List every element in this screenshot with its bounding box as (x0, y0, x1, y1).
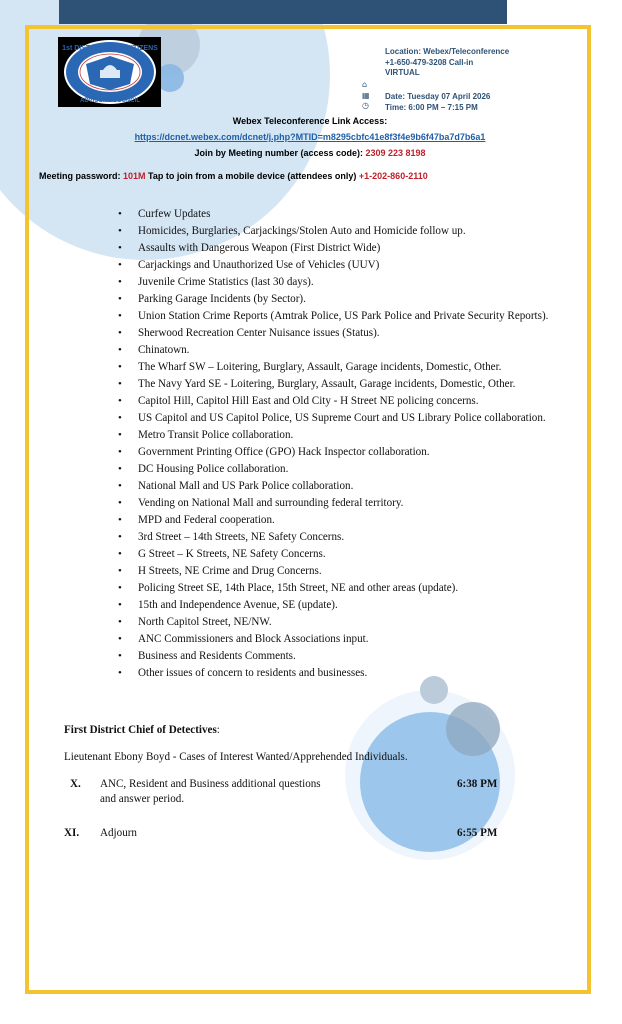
agenda-item: • Curfew Updates (118, 206, 558, 223)
agenda-item: • 15th and Independence Avenue, SE (update). (118, 597, 558, 614)
agenda-item: • Capitol Hill, Capitol Hill East and Old City - H Street NE policing concerns. (118, 393, 558, 410)
agenda-item: • MPD and Federal cooperation. (118, 512, 558, 529)
agenda-item: • Policing Street SE, 14th Place, 15th Street, NE and other areas (update). (118, 580, 558, 597)
meeting-datetime-block (385, 92, 490, 113)
agenda-item: • Parking Garage Incidents (by Sector). (118, 291, 558, 308)
access-code-line (29, 145, 591, 161)
home-icon: ⌂ (362, 80, 368, 89)
agenda-item: • The Navy Yard SE - Loitering, Burglary, Assault, Garage incidents, Domestic, Other. (118, 376, 558, 393)
agenda-item: • G Street – K Streets, NE Safety Concerns. (118, 546, 558, 563)
meeting-time: Time: 6:00 PM – 7:15 PM (385, 102, 478, 112)
calendar-icon: ▦ (362, 90, 370, 100)
agenda-item: • The Wharf SW – Loitering, Burglary, Assault, Garage incidents, Domestic, Other. (118, 359, 558, 376)
detectives-line: Lieutenant Ebony Boyd - Cases of Interest Wanted/Apprehended Individuals. (64, 751, 408, 763)
password-line (39, 171, 428, 181)
callin-number[interactable]: +1-650-479-3208 Call-in (385, 57, 474, 67)
meeting-password: 101M (123, 171, 146, 181)
agenda-item: • Homicides, Burglaries, Carjackings/Stolen Auto and Homicide follow up. (118, 223, 558, 240)
council-logo (58, 37, 161, 107)
agenda-item: • Metro Transit Police collaboration. (118, 427, 558, 444)
agenda-item: • Government Printing Office (GPO) Hack Inspector collaboration. (118, 444, 558, 461)
detectives-heading (64, 723, 220, 738)
access-code: 2309 223 8198 (365, 148, 426, 158)
agenda-item: • Other issues of concern to residents and businesses. (118, 665, 558, 682)
agenda-item: • Carjackings and Unauthorized Use of Vehicles (UUV) (118, 257, 558, 274)
agenda-item: • Union Station Crime Reports (Amtrak Police, US Park Police and Private Security Reports). (118, 308, 558, 325)
agenda-item: • Juvenile Crime Statistics (last 30 days). (118, 274, 558, 291)
section-x-line1: ANC, Resident and Business additional questions (100, 778, 321, 790)
webex-link[interactable]: https://dcnet.webex.com/dcnet/j.php?MTID=m8295cbfc41e8f3f4e9b6f47ba7d7b6a1 (134, 132, 486, 142)
section-x-line2: and answer period. (100, 793, 185, 805)
agenda-item: • Chinatown. (118, 342, 558, 359)
agenda-item: • ANC Commissioners and Block Associations input. (118, 631, 558, 648)
section-x-number: X. (70, 778, 81, 790)
password-label: Meeting password: (39, 171, 124, 181)
agenda-item: • DC Housing Police collaboration. (118, 461, 558, 478)
decoration-circle-grey (446, 702, 500, 756)
agenda-item: • Assaults with Dangerous Weapon (First District Wide) (118, 240, 558, 257)
badge-icon (60, 38, 160, 106)
agenda-item: • North Capitol Street, NE/NW. (118, 614, 558, 631)
agenda-list (118, 206, 558, 682)
agenda-item: • National Mall and US Park Police collaboration. (118, 478, 558, 495)
mobile-label: Tap to join from a mobile device (attendees only) (145, 171, 359, 181)
webex-title: Webex Teleconference Link Access: (232, 116, 388, 126)
section-xi-time: 6:55 PM (457, 827, 498, 839)
meeting-location-block (385, 47, 509, 79)
access-code-label: Join by Meeting number (access code): (194, 148, 366, 158)
agenda-item: • US Capitol and US Capitol Police, US Supreme Court and US Library Police collaboration. (118, 410, 558, 427)
detectives-title: First District Chief of Detectives (64, 724, 217, 736)
virtual-label: VIRTUAL (385, 68, 420, 77)
meeting-date: Date: Tuesday 07 April 2026 (385, 92, 491, 101)
agenda-item: • H Streets, NE Crime and Drug Concerns. (118, 563, 558, 580)
logo-text-bottom: ADVISORY COUNCIL (79, 98, 140, 104)
section-xi-line1: Adjourn (100, 827, 137, 839)
webex-access-block (29, 113, 591, 161)
detectives-colon: : (216, 724, 220, 736)
section-x-time: 6:38 PM (457, 778, 498, 790)
agenda-item: • Vending on National Mall and surrounding federal territory. (118, 495, 558, 512)
section-xi-number: XI. (64, 827, 80, 839)
agenda-item: • Sherwood Recreation Center Nuisance issues (Status). (118, 325, 558, 342)
location-text: Location: Webex/Teleconference (385, 47, 510, 56)
header-band (59, 0, 507, 24)
logo-text-top: 1st DISTRICT MPD CITIZENS (61, 45, 158, 52)
clock-icon: ◷ (362, 101, 369, 110)
agenda-item: • 3rd Street – 14th Streets, NE Safety Concerns. (118, 529, 558, 546)
mobile-number[interactable]: +1-202-860-2110 (358, 171, 428, 181)
agenda-item: • Business and Residents Comments. (118, 648, 558, 665)
info-icons (362, 80, 370, 112)
